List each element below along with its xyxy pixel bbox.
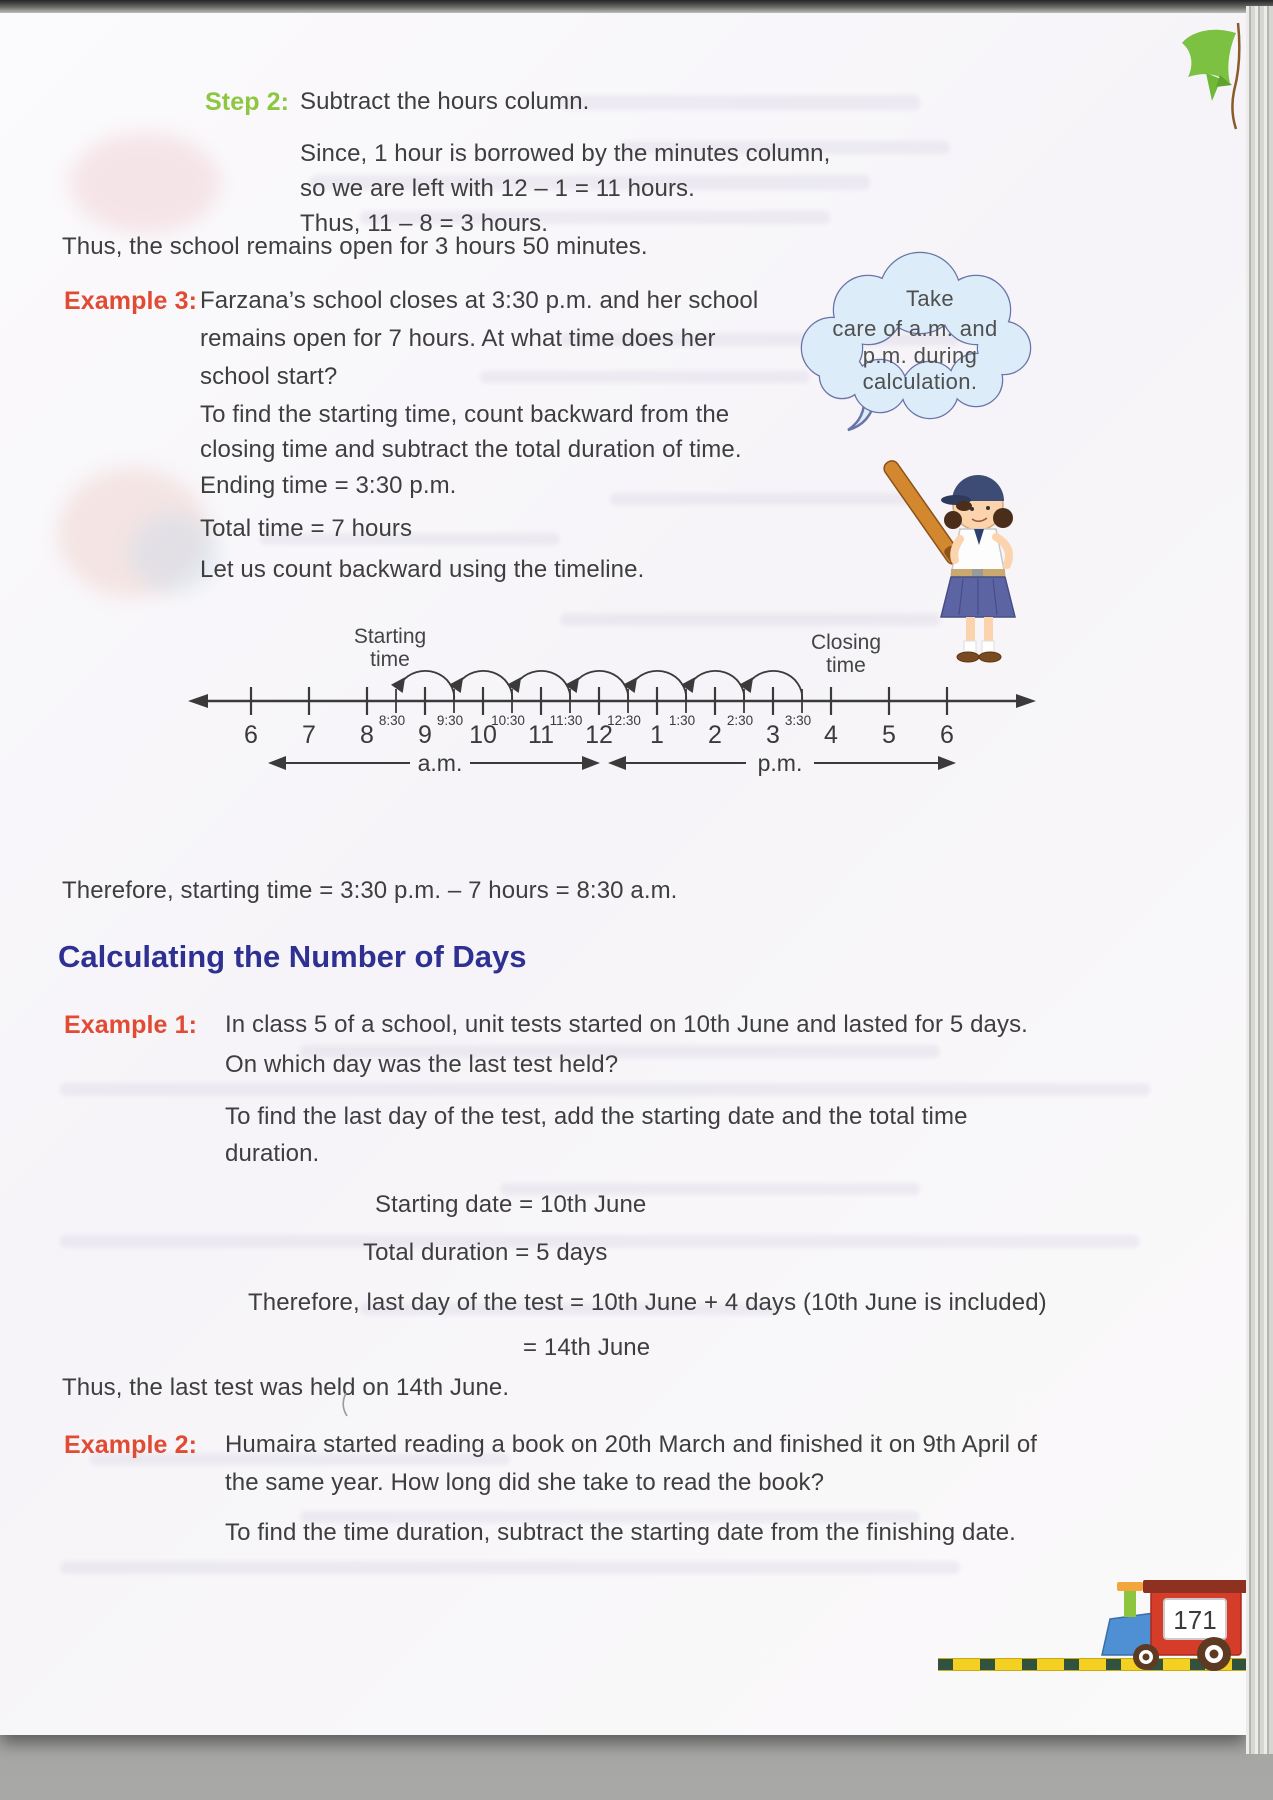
bubble-line3: p.m. during (862, 343, 978, 368)
step2-line1: Subtract the hours column. (300, 88, 590, 115)
book-page (0, 13, 1246, 1735)
step2-line4: Thus, 11 – 8 = 3 hours. (300, 210, 549, 237)
bubble-line1: Take (905, 286, 955, 311)
girl-pigtail-right (993, 508, 1013, 528)
step2-line2: Since, 1 hour is borrowed by the minutes column, (300, 140, 831, 167)
half-hour-label: 12:30 (607, 713, 641, 728)
closing-time-label: Closing (810, 631, 882, 654)
example2-problem-line1: Humaira started reading a book on 20th March and finished it on 9th April of (225, 1431, 1038, 1458)
hour-label: 9 (418, 721, 432, 749)
hour-label: 4 (824, 721, 838, 749)
half-hour-label: 1:30 (668, 713, 696, 728)
example1-method-line2: duration. (225, 1140, 320, 1167)
example1-eq-result-line1: Therefore, last day of the test = 10th June + 4 days (10th June is included) (248, 1289, 1047, 1316)
train-chimney (1124, 1589, 1136, 1617)
example3-timeline-intro: Let us count backward using the timeline. (200, 556, 645, 583)
hour-label: 12 (585, 721, 613, 749)
example1-eq-starting-date: Starting date = 10th June (375, 1191, 647, 1218)
half-hour-label: 2:30 (726, 713, 754, 728)
hour-label: 3 (766, 721, 780, 749)
green-flag-icon (1176, 21, 1248, 133)
example1-eq-total-duration: Total duration = 5 days (363, 1239, 608, 1266)
train-roof (1143, 1580, 1247, 1593)
example3-problem-line3: school start? (200, 363, 338, 390)
hour-label: 1 (650, 721, 664, 749)
starting-time-label: time (370, 648, 410, 671)
example3-method-line1: To find the starting time, count backward from the (200, 401, 730, 428)
example1-problem-line1: In class 5 of a school, unit tests started on 10th June and lasted for 5 days. (225, 1011, 1028, 1038)
example1-conclusion: Thus, the last test was held on 14th June. (62, 1374, 510, 1401)
school-open-conclusion: Thus, the school remains open for 3 hours 50 minutes. (62, 233, 648, 260)
page-number: 171 (1173, 1605, 1217, 1635)
train-chimney-cap (1117, 1582, 1143, 1591)
hour-label: 5 (882, 721, 896, 749)
example1-eq-result-line2: = 14th June (523, 1334, 651, 1361)
ghost-line (60, 1561, 960, 1574)
half-hour-label: 8:30 (378, 713, 406, 728)
hour-label: 6 (244, 721, 258, 749)
example2-method: To find the time duration, subtract the starting date from the finishing date. (225, 1519, 1016, 1546)
pencil-mark (338, 1391, 352, 1419)
hour-label: 7 (302, 721, 316, 749)
example3-method-line2: closing time and subtract the total duration of time. (200, 436, 742, 463)
example3-label: Example 3: (64, 287, 198, 315)
page-stack-edge (1246, 6, 1273, 1754)
half-hour-label: 9:30 (436, 713, 464, 728)
timeline-diagram (178, 613, 1048, 783)
step2-line3: so we are left with 12 – 1 = 11 hours. (300, 175, 695, 202)
am-label: a.m. (417, 750, 463, 776)
bleed-through-decoration (70, 133, 220, 233)
starting-time-label: Starting (353, 625, 427, 648)
hour-label: 6 (940, 721, 954, 749)
example2-label: Example 2: (64, 1431, 198, 1459)
half-hour-label: 10:30 (491, 713, 525, 728)
half-hour-label: 11:30 (549, 713, 583, 728)
ghost-line (60, 1083, 1150, 1096)
girl-hair-fringe (956, 501, 972, 511)
hour-label: 8 (360, 721, 374, 749)
example2-problem-line2: the same year. How long did she take to read the book? (225, 1469, 825, 1496)
girl-pigtail-left (944, 511, 962, 529)
example3-problem-line2: remains open for 7 hours. At what time does her (200, 325, 716, 352)
bubble-line2: care of a.m. and (832, 316, 998, 341)
example1-label: Example 1: (64, 1011, 198, 1039)
train-illustration (1096, 1573, 1248, 1673)
hour-label: 2 (708, 721, 722, 749)
book-top-edge (0, 0, 1273, 13)
example1-method-line1: To find the last day of the test, add the starting date and the total time (225, 1103, 968, 1130)
half-hour-label: 3:30 (784, 713, 812, 728)
step2-label: Step 2: (205, 88, 290, 116)
pm-label: p.m. (757, 750, 803, 776)
example3-ending-time: Ending time = 3:30 p.m. (200, 472, 457, 499)
ghost-line (480, 371, 810, 383)
hour-label: 11 (528, 721, 554, 749)
example1-problem-line2: On which day was the last test held? (225, 1051, 619, 1078)
closing-time-label: time (826, 654, 866, 677)
ghost-line (560, 95, 920, 110)
example3-result: Therefore, starting time = 3:30 p.m. – 7 hours = 8:30 a.m. (62, 877, 678, 904)
hour-label: 10 (469, 721, 497, 749)
example3-problem-line1: Farzana’s school closes at 3:30 p.m. and her school (200, 287, 759, 314)
example3-total-time: Total time = 7 hours (200, 515, 413, 542)
section-heading: Calculating the Number of Days (58, 939, 527, 974)
bubble-line4: calculation. (862, 369, 978, 394)
